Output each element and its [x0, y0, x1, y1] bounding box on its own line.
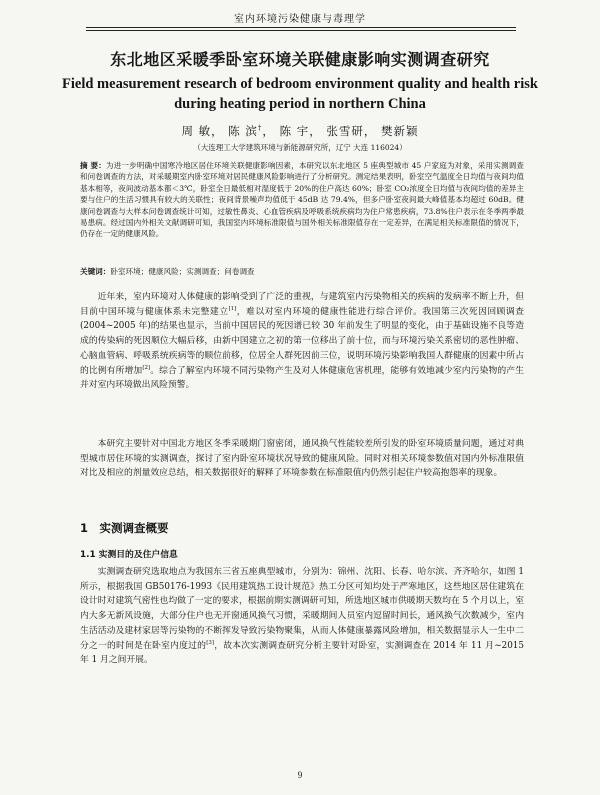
author-affiliation: （大连理工大学建筑环境与新能源研究所，辽宁 大连 116024）: [193, 143, 407, 152]
header-rule-thin: [86, 30, 516, 31]
abstract-label: 摘 要：: [80, 161, 106, 170]
author-list: [0, 123, 600, 139]
citation-1: [1]: [228, 305, 237, 312]
running-header: 室内环境污染健康与毒理学: [234, 14, 366, 25]
citation-3: [3]: [206, 639, 214, 646]
abstract-text: 为进一步明确中国寒冷地区居住环境关联健康影响因素，本研究以东北地区 5 座典型城市 45 户家庭为对象，采用实测调查和问卷调查的方法，对采暖期室内卧室环境对居民健康风险影响进行了分析研究。测定结果表明，卧室空气温度全日均值与夜间均值基本相等，夜间波动基本都＜3℃，卧室全日最低相对湿度低于 20%的住户高达 60%；卧室 CO₂浓度全日均值与夜间均值的差异主要与住户的生活习惯具有较大的关联性；夜间背景噪声均值低于 45dB 达 79.4%，但多户卧室夜间最大峰值基本均超过 60dB。健康问卷调查与大样本问卷调查统计可知，过敏性鼻炎、心血管疾病及呼吸系统疾病均为住户常患疾病，73.8%住户表示在冬季两季最易患病。经过国内外相关文献调研可知，我国室内环境标准限值与国外相关标准限值存在一定差异，在满足相关标准限值的情况下，仍存在一定的健康风险。: [80, 161, 524, 239]
keywords-text: 卧室环境；健康风险；实测调查；问卷调查: [110, 267, 255, 276]
keywords-label: 关键词：: [80, 267, 111, 276]
subsection-heading: 1.1 实测目的及住户信息: [80, 550, 178, 560]
intro-p1-text-b: ，难以对室内环境的健康性能进行综合评价。我国第三次死因回顾调查(2004~2005 年)的结果也显示，当前中国居民的死因谱已较 30 年前发生了明显的变化，由于基础设施不良等造成的传染病的死因顺位大幅后移，由新中国建立之初的第一位移出了前十位，而与环境污染关系密切的恶性肿瘤、心脑血管病、呼吸系统疾病等的顺位前移，位居全人群死因前三位，说明环境污染影响我国人群健康的因素中所占的比例有所增加: [80, 306, 524, 376]
paper-title-zh: 东北地区采暖季卧室环境关联健康影响实测调查研究: [110, 50, 490, 69]
section-heading: 1 实测调查概要: [80, 521, 169, 535]
corresponding-author-mark: †: [257, 124, 263, 133]
header-rule: [86, 27, 516, 28]
section-1-1-paragraph: [80, 565, 524, 668]
keywords: [80, 266, 524, 277]
intro-p1-text-c: 。综合了解室内环境不同污染物产生及对人体健康危害机理，能够有效地减少室内污染物的产生并对室内环境做出风险预警。: [80, 365, 524, 391]
intro-p1-text: 近年来，室内环境对人体健康的影响受到了广泛的重视，与建筑室内污染物相关的疾病的发病率不断上升，但目前中国环境与健康体系未完整建立: [80, 292, 524, 317]
page-number: 9: [297, 770, 303, 780]
sec11-text: 实测调查研究选取地点为我国东三省五座典型城市，分别为：锦州、沈阳、长春、哈尔滨、齐齐哈尔，如图 1 所示，根据我国 GB50176-1993《民用建筑热工设计规范》热工分区可知均处于严寒地区，这些地区居住建筑在设计时对建筑气密性也均做了一定的要求，根据前期实测调研可知，所选地区城市供暖期天数均在 5 个月以上，室内大多无新风设施，大部分住户也无开窗通风换气习惯，采暖期间人员室内逗留时间长，通风换气次数减少，室内生活活动及建材家居等污染物的不断挥发导致污染物聚集，从而人体健康暴露风险增加，相关数据显示人一生中二分之一的时间是在卧室内度过的: [80, 567, 524, 651]
abstract: [80, 160, 524, 240]
intro-p2-text: 本研究主要针对中国北方地区冬季采暖期门窗密闭，通风换气性能较差所引发的卧室环境质量问题，通过对典型城市居住环境的实测调查，探讨了室内卧室环境状况导致的健康风险。同时对相关环境参数值对国内外标准限值对比及相应的剂量效应总结，相关数据很好的解释了环境参数在标准限值内仍然引起住户较高抱怨率的现象。: [80, 439, 524, 479]
sec11-text-b: ，故本次实测调查研究分析主要针对卧室，实测调查在 2014 年 11 月~2015 年 1 月之间开展。: [80, 640, 524, 666]
author-names-rest: ， 陈 宇， 张雪研， 樊新颖: [262, 124, 419, 138]
paper-title-en: Field measurement research of bedroom environment quality and health risk during heating period in northern China: [62, 76, 538, 112]
intro-paragraph-1: [80, 290, 524, 393]
author-names: 周 敏， 陈 滨: [181, 124, 258, 138]
intro-paragraph-2: [80, 437, 524, 481]
citation-2: [2]: [142, 364, 151, 371]
